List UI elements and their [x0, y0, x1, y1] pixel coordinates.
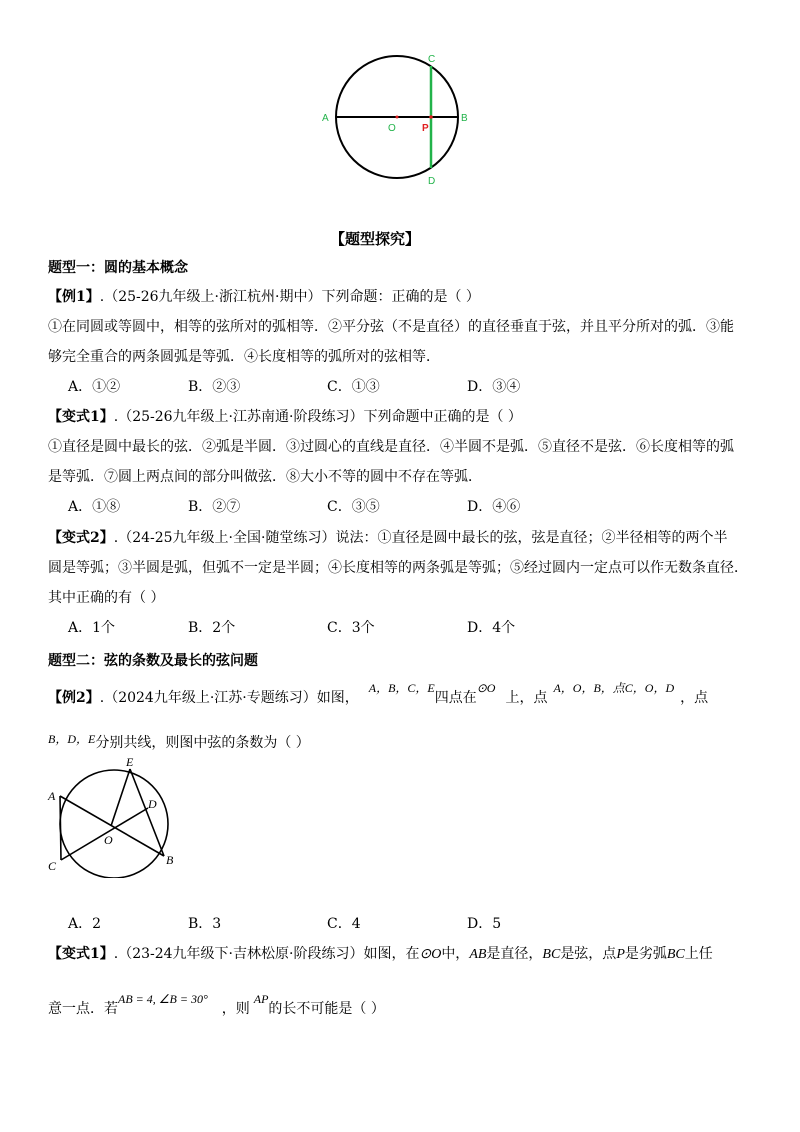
type2-variant1-line1 [48, 944, 713, 965]
label-c: C [428, 54, 436, 65]
variant1-option-c[interactable]: C．③⑤ [327, 499, 380, 515]
example1-option-b[interactable]: B．②③ [188, 379, 241, 395]
center-point [396, 116, 399, 119]
example2-option-a[interactable]: A．2 [68, 916, 102, 932]
variant1-line2: 是等弧．⑦圆上两点间的部分叫做弦．⑧大小不等的圆中不存在等弧． [48, 469, 482, 485]
example1-tag: 【例1】 [48, 289, 100, 305]
label-b: B [461, 113, 468, 124]
label-d: D [428, 176, 436, 187]
example2-option-b[interactable]: B．3 [188, 916, 222, 932]
figure-circle-diameter-chord [318, 50, 478, 190]
variant1-option-a[interactable]: A．①⑧ [68, 499, 121, 515]
variant1-tag: 【变式1】 [48, 409, 114, 425]
label2-e: E [126, 756, 134, 769]
example1-source-text: .（25-26九年级上·浙江杭州·期中）下列命题：正确的是（ ） [99, 289, 480, 305]
type2-heading: 题型二：弦的条数及最长的弦问题 [48, 653, 258, 669]
variant2-line1: 圆是等弧；③半圆是弧，但弧不一定是半圆；④长度相等的两条弧是等弧；⑤经过圆内一定点可以作无数条直径． [48, 560, 748, 576]
variant2-line2: 其中正确的有（ ） [48, 590, 165, 606]
example2-line1 [48, 681, 709, 708]
example1-line2: 够完全重合的两条圆弧是等弧．④长度相等的弧所对的弦相等． [48, 349, 440, 365]
example2-line2 [48, 733, 310, 753]
type2-variant1-bc: BC [542, 947, 561, 962]
example1-option-a[interactable]: A．①② [68, 379, 121, 395]
example2-option-d[interactable]: D．5 [467, 916, 502, 932]
variant1-option-d[interactable]: D．④⑥ [467, 499, 521, 515]
type2-variant1-line2 [48, 992, 385, 1019]
variant2-tag: 【变式2】 [48, 530, 114, 546]
type2-variant1-ab: AB [469, 947, 487, 962]
label2-d: D [148, 797, 157, 811]
example1-option-d[interactable]: D．③④ [467, 379, 521, 395]
example2-points-bde: B，D，E [48, 732, 96, 746]
example2-mid2: 上，点 [505, 690, 548, 706]
label2-o: O [104, 833, 113, 847]
type2-variant1-ap: AP [253, 992, 269, 1006]
label-o: O [388, 123, 396, 134]
label2-b: B [166, 853, 174, 867]
label2-c: C [48, 859, 57, 873]
example2-mid1: 四点在 [434, 690, 477, 706]
example2-circle-o: ⊙O [476, 681, 496, 695]
type2-variant1-mid3: 是弦，点 [560, 946, 617, 962]
type2-variant1-bc2: BC [666, 947, 685, 962]
variant2-option-b[interactable]: B．2个 [188, 620, 236, 636]
variant2-source [48, 528, 727, 548]
point-p [429, 115, 433, 119]
variant2-source-text: .（24-25九年级上·全国·随堂练习）说法：①直径是圆中最长的弦，弦是直径；②半径相等的两个半 [113, 530, 728, 546]
example2-source-text: .（2024九年级上·江苏·专题练习）如图， [99, 690, 359, 706]
example1-source [48, 287, 480, 307]
example2-line2-text: 分别共线，则图中弦的条数为（ ） [95, 735, 310, 751]
label-a: A [322, 113, 329, 124]
example2-points-ace: A，B，C，E [368, 681, 435, 695]
variant1-source-text: .（25-26九年级上·江苏南通·阶段练习）下列命题中正确的是（ ） [113, 409, 522, 425]
line-oe [111, 769, 130, 826]
chord-ac [60, 796, 61, 860]
type1-heading: 题型一：圆的基本概念 [48, 260, 188, 276]
type2-variant1-mid2: 是直径， [486, 946, 543, 962]
type2-variant1-mid4: 是劣弧 [624, 946, 667, 962]
type2-variant1-line2a: 意一点．若 [48, 1001, 118, 1017]
variant2-option-a[interactable]: A．1个 [68, 620, 116, 636]
figure-circle-chords [44, 756, 192, 878]
type2-variant1-line2c: 的长不可能是（ ） [268, 1001, 385, 1017]
variant2-option-d[interactable]: D．4个 [467, 620, 516, 636]
example2-end: ，点 [680, 690, 709, 706]
variant1-source [48, 407, 522, 427]
variant2-option-c[interactable]: C．3个 [327, 620, 375, 636]
variant1-line1: ①直径是圆中最长的弦．②弧是半圆．③过圆心的直线是直径．④半圆不是弧．⑤直径不是弦．⑥长度相等的弧 [48, 439, 734, 455]
type2-variant1-circle-o: ⊙O [419, 947, 442, 962]
type2-variant1-line2b: ，则 [221, 1001, 250, 1017]
type2-variant1-source: .（23-24九年级下·吉林松原·阶段练习）如图，在 [113, 946, 420, 962]
section-title: 【题型探究】 [330, 230, 421, 248]
type2-variant1-mid5: 上任 [684, 946, 713, 962]
example1-line1: ①在同圆或等圆中，相等的弦所对的弧相等．②平分弦（不是直径）的直径垂直于弦，并且平分所对的弧．③能 [48, 319, 734, 335]
type2-variant1-p: P [616, 947, 625, 962]
type2-variant1-tag: 【变式1】 [48, 946, 114, 962]
example2-option-c[interactable]: C．4 [327, 916, 361, 932]
label-p: P [422, 123, 429, 134]
type2-variant1-condition: AB = 4, ∠B = 30° [118, 992, 208, 1006]
example1-option-c[interactable]: C．①③ [327, 379, 380, 395]
variant1-option-b[interactable]: B．②⑦ [188, 499, 241, 515]
label2-a: A [48, 789, 56, 803]
example2-tag: 【例2】 [48, 690, 100, 706]
type2-variant1-mid1: 中， [441, 946, 470, 962]
example2-points-aob: A，O，B，点C，O，D [553, 681, 675, 695]
